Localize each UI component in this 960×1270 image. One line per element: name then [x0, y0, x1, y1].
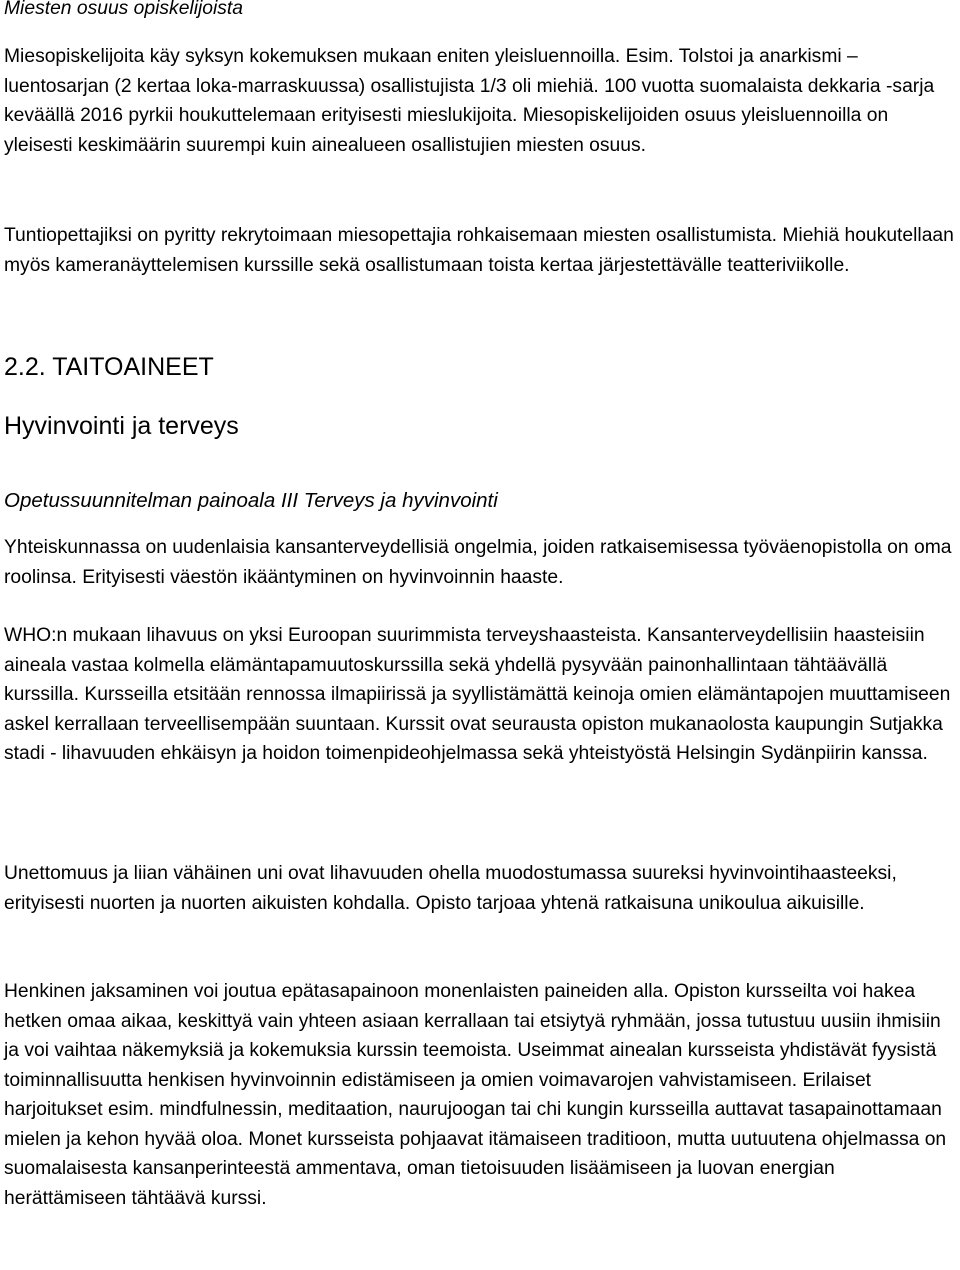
paragraph-unettomuus: Unettomuus ja liian vähäinen uni ovat lihavuuden ohella muodostumassa suureksi hyvinvointihaasteeksi, erityisesti nuorten ja nuorten aikuisten kohdalla. Opisto tarjoaa yhtenä ratkaisuna unikoulua aikuisille.	[4, 863, 897, 914]
section-heading-taitoaineet: 2.2. TAITOAINEET	[4, 353, 214, 381]
subheading-opetussuunnitelma: Opetussuunnitelman painoala III Terveys ja hyvinvointi	[4, 489, 498, 512]
paragraph-kansanterveys: Yhteiskunnassa on uudenlaisia kansanterveydellisiä ongelmia, joiden ratkaisemisessa työväenopistolla on oma roolinsa. Erityisesti väestön ikääntyminen on hyvinvoinnin haaste.	[4, 537, 952, 588]
paragraph-lihavuus: WHO:n mukaan lihavuus on yksi Euroopan suurimmista terveyshaasteista. Kansanterveydellisiin haasteisiin aineala vastaa kolmella elämäntapamuutoskurssilla sekä yhdellä pysyvään painonhallintaan tähtäävällä kurssilla. Kursseilla etsitään rennossa ilmapiirissä ja syyllistämättä keinoja omien elämäntapojen muuttamiseen askel kerrallaan terveellisempään suuntaan. Kurssit ovat seurausta opiston mukanaolosta kaupungin Sutjakka stadi - lihavuuden ehkäisyn ja hoidon toimenpideohjelmassa sekä yhteistyöstä Helsingin Sydänpiirin kanssa.	[4, 625, 951, 764]
paragraph-henkinen-jaksaminen: Henkinen jaksaminen voi joutua epätasapainoon monenlaisten paineiden alla. Opiston kursseilta voi hakea hetken omaa aikaa, keskittyä vain yhteen asiaan kerrallaan tai etsiytyä ryhmään, jossa tutustuu uusiin ihmisiin ja voi vaihtaa näkemyksiä ja kokemuksia kurssin teemoista. Useimmat ainealan kursseista yhdistävät fyysistä toiminnallisuutta henkisen hyvinvoinnin edistämiseen ja omien voimavarojen vahvistamiseen. Erilaiset harjoitukset esim. mindfulnessin, meditaation, naurujoogan tai chi kungin kursseilla auttavat tasapainottamaan mielen ja kehon hyvää oloa. Monet kursseista pohjaavat itämaiseen traditioon, mutta uutuutena ohjelmassa on suomalaisesta kansanperinteestä ammentava, oman tietoisuuden lisäämiseen ja luovan energian herättämiseen tähtäävä kurssi.	[4, 981, 947, 1209]
section-heading-miesten-osuus: Miesten osuus opiskelijoista	[4, 0, 243, 19]
section-heading-hyvinvointi: Hyvinvointi ja terveys	[4, 412, 239, 440]
paragraph-tuntiopettajat: Tuntiopettajiksi on pyritty rekrytoimaan miesopettajia rohkaisemaan miesten osallistumista. Miehiä houkutellaan myös kameranäyttelemisen kurssille sekä osallistumaan toista kertaa järjestettävälle teatteriviikolle.	[4, 225, 954, 276]
paragraph-miesopiskelijat: Miesopiskelijoita käy syksyn kokemuksen mukaan eniten yleisluennoilla. Esim. Tolstoi ja anarkismi –luentosarjan (2 kertaa loka-marraskuussa) osallistujista 1/3 oli miehiä. 100 vuotta suomalaista dekkaria -sarja keväällä 2016 pyrkii houkuttelemaan erityisesti mieslukijoita. Miesopiskelijoiden osuus yleisluennoilla on yleisesti keskimäärin suurempi kuin ainealueen osallistujien miesten osuus.	[4, 46, 935, 156]
